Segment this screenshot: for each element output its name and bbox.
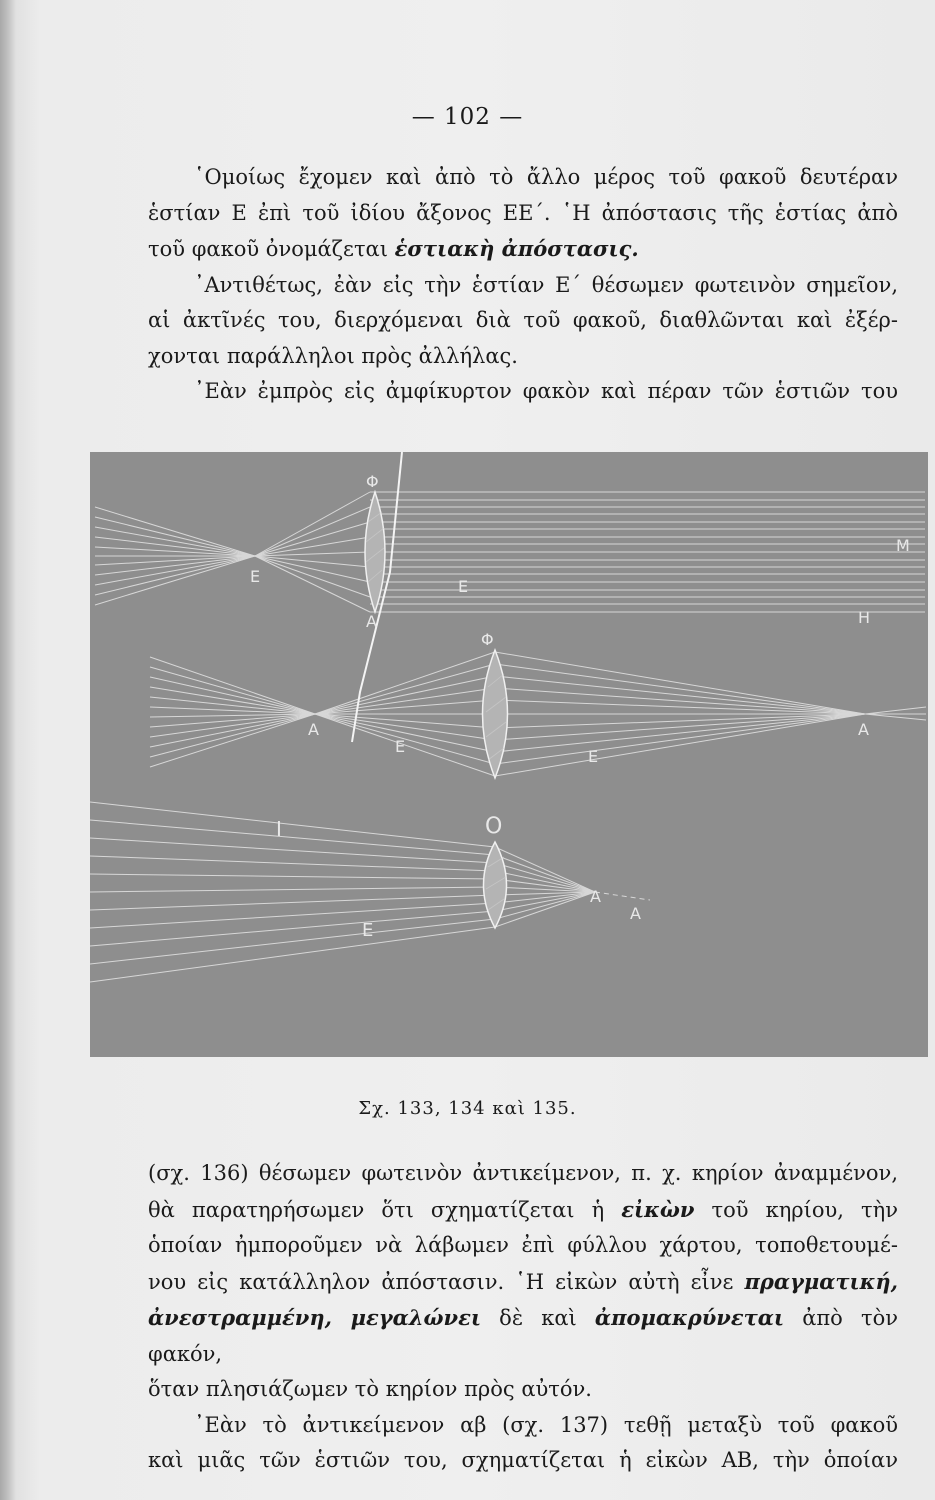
diagram3-dashed-axis <box>595 892 650 900</box>
bottom-text-block <box>148 1156 898 1479</box>
text-line: χονται παράλληλοι πρὸς ἀλλήλας. <box>148 343 518 368</box>
lens-ray-diagram <box>90 452 928 1057</box>
lens-middle <box>483 650 508 778</box>
text-line: αἱ ἀκτῖνές του, διερχόμεναι διὰ τοῦ φακοῦ, διαθλῶνται καὶ ἐξέρ- <box>148 308 898 332</box>
text-line: ᾿Αντιθέτως, ἐὰν εἰς τὴν ἑστίαν Ε΄ θέσωμεν φωτεινὸν σημεῖον, <box>194 272 898 297</box>
diagram1-parallel-rays <box>370 492 925 612</box>
text-line <box>148 231 898 268</box>
text-run: ἀπὸ τὸν φακόν, <box>148 1306 898 1366</box>
figure-label: Α <box>366 612 377 631</box>
text-line: ἑστίαν Ε ἐπὶ τοῦ ἰδίου ἄξονος ΕΕ΄. ῾Η ἀπόστασις τῆς ἑστίας ἀπὸ <box>148 200 898 225</box>
top-text-block <box>148 160 898 410</box>
figure-label: Η <box>858 608 871 627</box>
text-line: ᾿Εὰν ἐμπρὸς εἰς ἀμφίκυρτον φακὸν καὶ πέραν τῶν ἑστιῶν του <box>194 379 898 403</box>
diagram2-to-lens-rays <box>315 652 495 776</box>
text-line: καὶ μιᾶς τῶν ἑστιῶν του, σχηματίζεται ἡ εἰκὼν ΑΒ, τὴν ὁποίαν <box>148 1448 898 1472</box>
text-run: νου εἰς κατάλληλον ἀπόστασιν. ῾Η εἰκὼν αὐτὴ εἶνε <box>148 1269 745 1294</box>
text-line: ὅταν πλησιάζωμεν τὸ κηρίον πρὸς αὐτόν. <box>148 1377 592 1401</box>
text-run: δὲ καὶ <box>481 1306 595 1330</box>
figure-label: Ι <box>276 817 282 841</box>
figure-label: Α <box>858 720 869 739</box>
text-line <box>148 1300 898 1372</box>
lens-figure <box>90 452 928 1057</box>
text-line: ᾿Εὰν τὸ ἀντικείμενον αβ (σχ. 137) τεθῇ μεταξὺ τοῦ φακοῦ <box>194 1412 898 1437</box>
text-run: τοῦ κηρίου, τὴν <box>694 1197 898 1222</box>
figure-label: Ε <box>458 577 469 596</box>
lens-top <box>365 492 385 612</box>
figure-label: Μ <box>896 536 910 555</box>
text-line: ὁποίαν ἠμποροῦμεν νὰ λάβωμεν ἐπὶ φύλλου χάρτου, τοποθετουμέ- <box>148 1233 898 1257</box>
figure-label: Ε <box>588 747 599 766</box>
text-line <box>148 1192 898 1229</box>
emphasized-term: ἀνεστραμμένη, μεγαλώνει <box>148 1305 482 1330</box>
page-number: — 102 — <box>411 104 524 130</box>
diagram2-converging-rays <box>495 652 926 776</box>
diagram1-diverging-rays <box>255 492 370 612</box>
page-edge-shadow <box>0 0 16 1500</box>
text-run: θὰ παρατηρήσωμεν ὅτι σχηματίζεται ἡ <box>148 1197 622 1222</box>
emphasized-term: ἀπομακρύνεται <box>594 1305 785 1330</box>
diagram1-converging-rays <box>95 507 255 605</box>
figure-label: Φ <box>366 472 379 491</box>
text-line <box>148 1264 898 1301</box>
figure-label: Α <box>630 904 641 923</box>
diagram3-converging-rays <box>495 847 595 927</box>
figure-label: Φ <box>481 630 494 649</box>
figure-label: Α <box>308 720 319 739</box>
figure-label: Ε <box>250 567 261 586</box>
emphasized-term: εἰκὼν <box>621 1196 695 1222</box>
figure-label: Ε <box>362 920 374 941</box>
figure-label: Ο <box>485 814 503 839</box>
figure-label: Α <box>590 887 601 906</box>
figure-caption: Σχ. 133, 134 καὶ 135. <box>358 1098 577 1119</box>
lens-bottom <box>484 842 507 928</box>
emphasized-term: ἑστιακὴ ἀπόστασις. <box>394 236 639 261</box>
emphasized-term: πραγματική, <box>744 1268 898 1294</box>
text-line: (σχ. 136) θέσωμεν φωτεινὸν ἀντικείμενον, π. χ. κηρίον ἀναμμένον, <box>148 1161 898 1185</box>
diagram3-incoming-rays <box>90 802 495 982</box>
diagram2-incoming-rays <box>150 657 315 767</box>
text-line: ῾Ομοίως ἔχομεν καὶ ἀπὸ τὸ ἄλλο μέρος τοῦ φακοῦ δευτέραν <box>194 165 898 189</box>
text-run: τοῦ φακοῦ ὀνομάζεται <box>148 237 395 261</box>
figure-label: Ε <box>395 737 406 756</box>
